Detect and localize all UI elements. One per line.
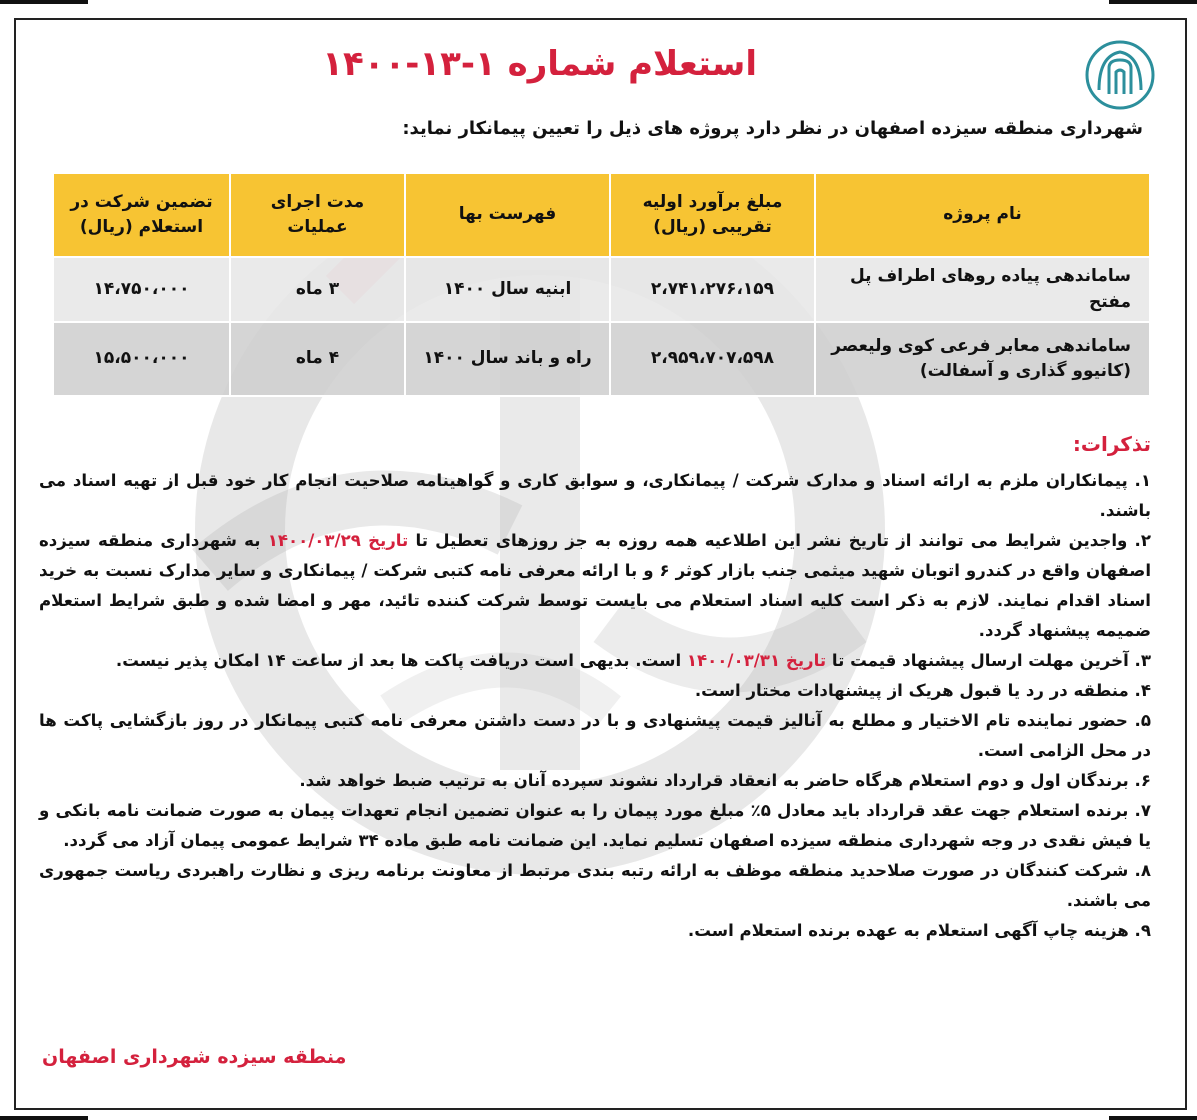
header-estimate: مبلغ برآورد اولیه تقریبی (ریال) bbox=[610, 173, 815, 257]
crop-mark bbox=[1109, 0, 1197, 4]
project-name: ساماندهی معابر فرعی کوی ولیعصر (کانیوو گذاری و آسفالت) bbox=[815, 322, 1150, 396]
municipality-logo-icon bbox=[1083, 38, 1157, 112]
project-duration: ۳ ماه bbox=[230, 257, 405, 322]
project-guarantee: ۱۵،۵۰۰،۰۰۰ bbox=[53, 322, 230, 396]
project-price-list: ابنیه سال ۱۴۰۰ bbox=[405, 257, 610, 322]
project-price-list: راه و باند سال ۱۴۰۰ bbox=[405, 322, 610, 396]
header-price-list: فهرست بها bbox=[405, 173, 610, 257]
note-item bbox=[39, 646, 1151, 676]
project-estimate: ۲،۹۵۹،۷۰۷،۵۹۸ bbox=[610, 322, 815, 396]
project-duration: ۴ ماه bbox=[230, 322, 405, 396]
intro-text: شهرداری منطقه سیزده اصفهان در نظر دارد پروژه های ذیل را تعیین پیمانکار نماید: bbox=[402, 118, 1143, 139]
notes-list bbox=[39, 466, 1151, 946]
note-text: است. بدیهی است دریافت پاکت ها بعد از ساعت ۱۴ امکان پذیر نیست. bbox=[115, 651, 687, 670]
note-item: ۱. پیمانکاران ملزم به ارائه اسناد و مدارک شرکت / پیمانکاری، و سوابق کاری و گواهینامه صلاحیت انجام کار خود قبل از تهیه اسناد می باشند. bbox=[39, 471, 1151, 520]
note-text: ۲. واجدین شرایط می توانند از تاریخ نشر این اطلاعیه همه روزه به جز روزهای تعطیل تا bbox=[408, 531, 1151, 550]
note-item: ۹. هزینه چاپ آگهی استعلام به عهده برنده استعلام است. bbox=[687, 921, 1151, 940]
note-text: ۳. آخرین مهلت ارسال پیشنهاد قیمت تا bbox=[826, 651, 1151, 670]
signature: منطقه سیزده شهرداری اصفهان bbox=[42, 1046, 347, 1068]
header-guarantee: تضمین شرکت در استعلام (ریال) bbox=[53, 173, 230, 257]
crop-mark bbox=[0, 0, 88, 4]
header-duration: مدت اجرای عملیات bbox=[230, 173, 405, 257]
notes-heading: تذکرات: bbox=[1072, 432, 1151, 456]
note-item: ۷. برنده استعلام جهت عقد قرارداد باید معادل ۵٪ مبلغ مورد پیمان را به عنوان تضمین انجام تعهدات پیمان به صورت ضمانت نامه بانکی و یا فیش نقدی در وجه شهرداری منطقه سیزده اصفهان تسلیم نماید. این ضمانت نامه طبق ماده ۳۴ شرایط عمومی پیمان آزاد می گردد. bbox=[39, 801, 1151, 850]
deadline-date: تاریخ ۱۴۰۰/۰۳/۲۹ bbox=[267, 531, 409, 550]
note-item: ۸. شرکت کنندگان در صورت صلاحدید منطقه موظف به ارائه رتبه بندی مرتبط از معاونت برنامه ریزی و نظارت راهبردی ریاست جمهوری می باشند. bbox=[39, 861, 1151, 910]
note-item: ۴. منطقه در رد یا قبول هریک از پیشنهادات مختار است. bbox=[694, 681, 1151, 700]
project-estimate: ۲،۷۴۱،۲۷۶،۱۵۹ bbox=[610, 257, 815, 322]
note-item bbox=[39, 526, 1151, 646]
note-item: ۵. حضور نماینده تام الاختیار و مطلع به آنالیز قیمت پیشنهادی و با در دست داشتن معرفی نامه کتبی پیمانکار در روز بازگشایی پاکت ها در محل الزامی است. bbox=[39, 711, 1151, 760]
crop-mark bbox=[1109, 1116, 1197, 1120]
header-project-name: نام پروژه bbox=[815, 173, 1150, 257]
table-row bbox=[53, 322, 1150, 396]
page-title: استعلام شماره ۱-۱۳-۱۴۰۰ bbox=[322, 44, 757, 84]
note-text: به شهرداری منطقه سیزده اصفهان واقع در کندرو اتوبان شهید میثمی جنب بازار کوثر ۶ و با ارائه معرفی نامه کتبی شرکت / پیمانکاری و سایر مدارک نسبت به خرید اسناد اقدام نمایند. لازم به ذکر است کلیه اسناد استعلام می بایست توسط شرکت کننده تائید، مهر و امضا شده و طبق شرایط استعلام ضمیمه پیشنهاد گردد. bbox=[39, 531, 1152, 640]
deadline-date: تاریخ ۱۴۰۰/۰۳/۳۱ bbox=[686, 651, 827, 670]
table-header-row bbox=[53, 173, 1150, 257]
crop-mark bbox=[0, 1116, 88, 1120]
note-item: ۶. برندگان اول و دوم استعلام هرگاه حاضر به انعقاد قرارداد نشوند سپرده آنان به ترتیب ضبط خواهد شد. bbox=[299, 771, 1151, 790]
projects-table bbox=[52, 172, 1151, 397]
project-name: ساماندهی پیاده روهای اطراف پل مفتح bbox=[815, 257, 1150, 322]
table-row bbox=[53, 257, 1150, 322]
project-guarantee: ۱۴،۷۵۰،۰۰۰ bbox=[53, 257, 230, 322]
